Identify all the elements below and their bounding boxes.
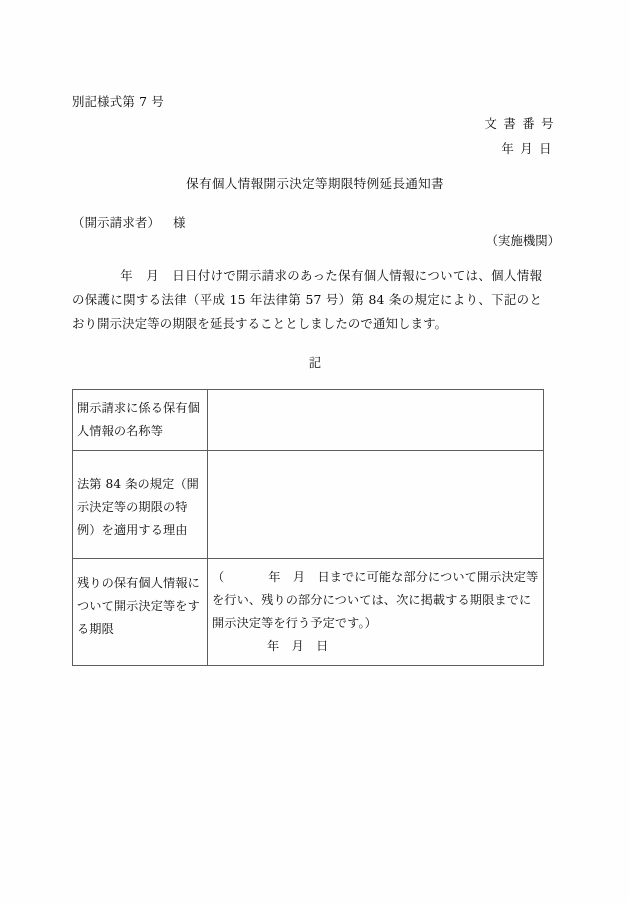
body-paragraph [72,264,542,336]
table-cell-label-3 [73,559,208,666]
deadline-note-text: 年 月 日までに可能な部分について開示決定等を行い、残りの部分については、次に掲載する期限までに開示決定等を行う予定です。） [212,570,539,630]
document-number-label: 文書番号 [484,116,560,131]
deadline-date-blank: 年 月 日 [267,639,329,653]
table-label-reason-for-article-84: 法第 84 条の規定（開示決定等の期限の特例）を適用する理由 [77,477,199,537]
table-cell-value-2[interactable] [208,451,544,559]
deadline-open-paren: （ [212,570,225,584]
body-date-month: 月 [146,268,160,283]
table-cell-value-1[interactable] [208,390,544,451]
table-value-remaining-deadline[interactable] [208,559,543,665]
body-date-day: 日 [172,268,186,283]
table-label-remaining-deadline: 残りの保有個人情報について開示決定等をする期限 [77,576,200,636]
addressee-line [72,217,186,229]
issuing-organ: （実施機関） [485,233,560,248]
notification-table [72,389,544,666]
form-number: 別記様式第 7 号 [72,94,164,109]
table-row [73,390,544,451]
body-text: 日付けで開示請求のあった保有個人情報については、個人情報の保護に関する法律（平成 15 年法律第 57 号）第 84 条の規定により、下記のとおり開示決定等の期限を延長することとしましたので通知します。 [72,268,543,331]
table-value-name-of-information[interactable] [208,390,543,404]
addressee-honorific: 様 [173,215,186,230]
table-value-reason-for-article-84[interactable] [208,451,543,465]
table-row [73,559,544,666]
table-cell-value-3[interactable] [208,559,544,666]
header-right-block [484,118,560,156]
ki-marker: 記 [308,355,322,370]
document-date-label: 年月日 [501,141,558,157]
body-date-year: 年 [120,268,134,283]
table-cell-label-1 [73,390,208,451]
addressee-role: （開示請求者） [72,215,161,230]
table-label-name-of-information: 開示請求に係る保有個人情報の名称等 [77,401,200,438]
table-row [73,451,544,559]
table-cell-label-2 [73,451,208,559]
page-title: 保有個人情報開示決定等期限特例延長通知書 [186,176,444,191]
